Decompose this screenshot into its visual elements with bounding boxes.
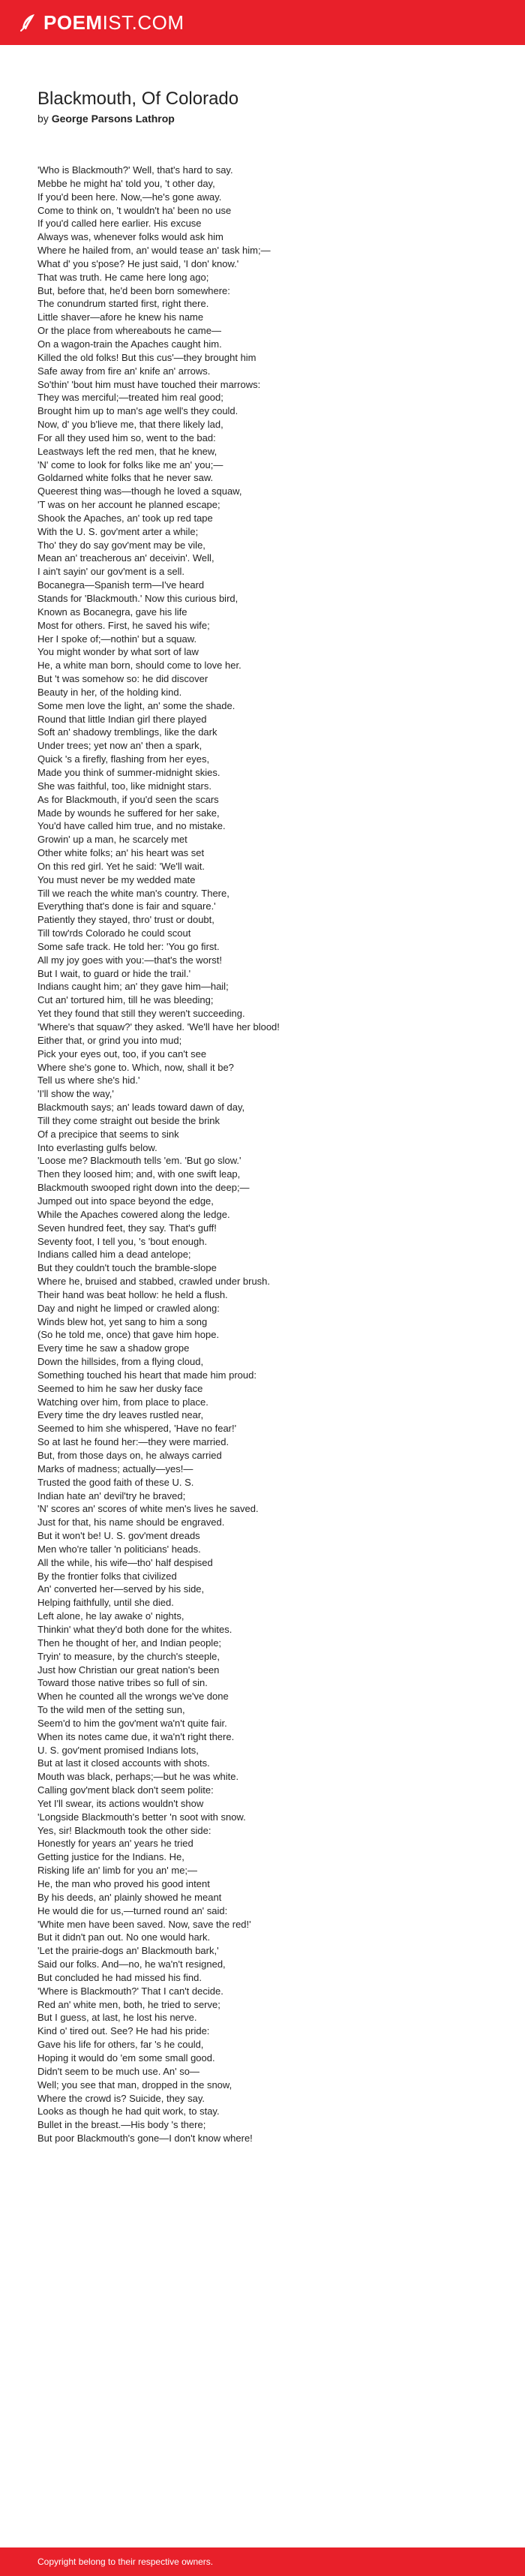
poem-line: Down the hillsides, from a flying cloud, <box>38 1356 204 1368</box>
poem-line: He, a white man born, should come to love her. <box>38 660 242 672</box>
poem-line: Seemed to him he saw her dusky face <box>38 1382 203 1394</box>
poem-line: 'White men have been saved. Now, save the red!' <box>38 1918 251 1930</box>
poem-line: Just for that, his name should be engraved. <box>38 1516 225 1528</box>
poem-line: That was truth. He came here long ago; <box>38 271 209 283</box>
poem-line: Everything that's done is fair and square.' <box>38 900 216 912</box>
poem-line: Seem'd to him the gov'ment wa'n't quite fair. <box>38 1717 227 1729</box>
poem-line: Cut an' tortured him, till he was bleeding; <box>38 994 214 1006</box>
poem-line: Quick 's a firefly, flashing from her eyes, <box>38 753 210 765</box>
poem-line: Tell us where she's hid.' <box>38 1075 140 1087</box>
poem-line: Gave his life for others, far 's he could, <box>38 2039 204 2051</box>
poem-line: Trusted the good faith of these U. S. <box>38 1476 194 1488</box>
poem-line: So at last he found her:—they were married. <box>38 1436 230 1448</box>
poem-line: Tho' they do say gov'ment may be vile, <box>38 539 206 551</box>
poem-line: Blackmouth says; an' leads toward dawn of day, <box>38 1102 245 1114</box>
poem-line: Made you think of summer-midnight skies. <box>38 766 220 778</box>
poem-line: 'Where's that squaw?' they asked. 'We'll have her blood! <box>38 1021 280 1033</box>
poem-line: Yes, sir! Blackmouth took the other side: <box>38 1824 212 1836</box>
poem-line: Where he hailed from, an' would tease an' task him;— <box>38 245 271 257</box>
poem-line: I ain't sayin' our gov'ment is a sell. <box>38 566 185 578</box>
poem-line: Of a precipice that seems to sink <box>38 1128 179 1140</box>
poem-line: Mouth was black, perhaps;—but he was white. <box>38 1771 239 1783</box>
copyright-text: Copyright belong to their respective owners. <box>38 2556 214 2567</box>
poem-line: Tryin' to measure, by the church's steeple, <box>38 1650 220 1662</box>
poem-line: As for Blackmouth, if you'd seen the scars <box>38 793 219 805</box>
poem-line: Come to think on, 't wouldn't ha' been no use <box>38 204 232 216</box>
poem-line: Left alone, he lay awake o' nights, <box>38 1610 184 1622</box>
poem-line: U. S. gov'ment promised Indians lots, <box>38 1744 199 1756</box>
poem-line: Soft an' shadowy tremblings, like the dark <box>38 726 218 738</box>
poem-line: Men who're taller 'n politicians' heads. <box>38 1543 201 1555</box>
poem-line: But it didn't pan out. No one would hark. <box>38 1931 211 1943</box>
logo-text-light: IST.COM <box>102 11 184 34</box>
poem-line: For all they used him so, went to the bad: <box>38 431 216 443</box>
poem-line: 'Let the prairie-dogs an' Blackmouth bark,' <box>38 1945 219 1957</box>
poem-line: Yet they found that still they weren't succeeding. <box>38 1008 245 1020</box>
poem-line: Shook the Apaches, an' took up red tape <box>38 512 213 524</box>
poem-body <box>38 164 502 2145</box>
poem-line: Pick your eyes out, too, if you can't see <box>38 1048 207 1060</box>
logo-text-bold: POEM <box>44 11 103 34</box>
poem-line: But, before that, he'd been born somewhere: <box>38 284 230 296</box>
poem-line: Well; you see that man, dropped in the snow, <box>38 2079 232 2091</box>
poem-line: But I wait, to guard or hide the trail.' <box>38 967 191 979</box>
poem-line: But concluded he had missed his find. <box>38 1971 202 1983</box>
poem-line: Thinkin' what they'd both done for the whites. <box>38 1623 232 1635</box>
poem-line: Then he thought of her, and Indian people; <box>38 1637 222 1649</box>
poem-line: So'thin' 'bout him must have touched their marrows: <box>38 378 261 390</box>
poem-line: He would die for us,—turned round an' said: <box>38 1904 228 1916</box>
poem-line: When he counted all the wrongs we've done <box>38 1691 229 1703</box>
poem-title: Blackmouth, Of Colorado <box>38 89 239 109</box>
poem-line: Till we reach the white man's country. There, <box>38 887 230 899</box>
poem-line: By his deeds, an' plainly showed he meant <box>38 1891 222 1903</box>
poem-line: But poor Blackmouth's gone—I don't know where! <box>38 2133 253 2145</box>
poem-line: Mean an' treacherous an' deceivin'. Well, <box>38 552 214 564</box>
poem-line: 'N' come to look for folks like me an' you;— <box>38 458 224 470</box>
poem-line: Day and night he limped or crawled along: <box>38 1302 220 1314</box>
poem-line: Till they come straight out beside the brink <box>38 1114 220 1126</box>
poem-line: Watching over him, from place to place. <box>38 1396 208 1408</box>
poem-line: Some safe track. He told her: 'You go first. <box>38 940 220 952</box>
poem-line: 'N' scores an' scores of white men's lives he saved. <box>38 1503 259 1515</box>
poem-line: Safe away from fire an' knife an' arrows. <box>38 365 211 377</box>
poem-line: Mebbe he might ha' told you, 't other day, <box>38 177 215 189</box>
poem-line: What d' you s'pose? He just said, 'I don' know.' <box>38 257 239 269</box>
poem-line: If you'd called here earlier. His excuse <box>38 218 202 230</box>
poem-line: Growin' up a man, he scarcely met <box>38 834 188 846</box>
poem-line: If you'd been here. Now,—he's gone away. <box>38 191 222 203</box>
poem-line: Always was, whenever folks would ask him <box>38 231 224 243</box>
poem-line: Helping faithfully, until she died. <box>38 1597 174 1609</box>
poem-line: 'Loose me? Blackmouth tells 'em. 'But go slow.' <box>38 1155 242 1167</box>
poem-line: Made by wounds he suffered for her sake, <box>38 807 220 819</box>
poem-line: Patiently they stayed, thro' trust or doubt, <box>38 914 214 926</box>
poem-line: 'I'll show the way,' <box>38 1088 114 1100</box>
poem-line: Known as Bocanegra, gave his life <box>38 606 188 618</box>
poem-line: Marks of madness; actually—yes!— <box>38 1462 194 1474</box>
poem-line: The conundrum started first, right there. <box>38 298 209 310</box>
poem-line: Leastways left the red men, that he knew, <box>38 445 218 457</box>
poem-line: When its notes came due, it wa'n't right there. <box>38 1730 235 1742</box>
poem-line: But 't was somehow so: he did discover <box>38 673 208 685</box>
poem-line: Beauty in her, of the holding kind. <box>38 686 182 698</box>
poem-line: He, the man who proved his good intent <box>38 1878 210 1889</box>
poem-line: She was faithful, too, like midnight stars. <box>38 780 212 792</box>
poem-line: Bullet in the breast.—His body 's there; <box>38 2119 206 2131</box>
poem-line: Either that, or grind you into mud; <box>38 1034 182 1046</box>
poem-line: On a wagon-train the Apaches caught him. <box>38 338 222 350</box>
poem-line: Into everlasting gulfs below. <box>38 1141 158 1153</box>
poem-line: Kind o' tired out. See? He had his pride: <box>38 2025 210 2037</box>
poem-line: But I guess, at last, he lost his nerve. <box>38 2012 197 2024</box>
poem-line: Goldarned white folks that he never saw. <box>38 472 214 484</box>
by-label: by <box>38 113 49 125</box>
poem-line: 'T was on her account he planned escape; <box>38 499 220 511</box>
poem-line: Every time the dry leaves rustled near, <box>38 1409 204 1421</box>
site-header <box>0 0 525 45</box>
poem-line: Seventy foot, I tell you, 's 'bout enough. <box>38 1235 208 1247</box>
poem-line: Their hand was beat hollow: he held a flush. <box>38 1288 228 1300</box>
poem-line: Red an' white men, both, he tried to serve; <box>38 1998 220 2010</box>
poem-line: On this red girl. Yet he said: 'We'll wait. <box>38 860 205 872</box>
poem-line: Hoping it would do 'em some small good. <box>38 2051 215 2064</box>
poem-line: With the U. S. gov'ment arter a while; <box>38 525 199 537</box>
poem-line: Then they loosed him; and, with one swift leap, <box>38 1168 241 1180</box>
poem-line: Didn't seem to be much use. An' so— <box>38 2065 200 2077</box>
poem-line: But at last it closed accounts with shots. <box>38 1757 210 1769</box>
poem-line: Honestly for years an' years he tried <box>38 1838 194 1850</box>
site-logo[interactable] <box>18 11 184 35</box>
poem-line: Now, d' you b'lieve me, that there likely lad, <box>38 419 224 431</box>
poem-line: Round that little Indian girl there played <box>38 713 207 725</box>
poem-line: 'Where is Blackmouth?' That I can't decide. <box>38 1985 224 1997</box>
poem-line: Indians caught him; an' they gave him—hail; <box>38 981 229 993</box>
poem-line: Looks as though he had quit work, to stay. <box>38 2106 220 2118</box>
poem-line: Queerest thing was—though he loved a squaw, <box>38 485 242 497</box>
poem-line: Killed the old folks! But this cus'—they brought him <box>38 351 256 363</box>
poem-line: Stands for 'Blackmouth.' Now this curious bird, <box>38 593 238 604</box>
poem-line: Winds blew hot, yet sang to him a song <box>38 1315 208 1327</box>
poem-line: To the wild men of the setting sun, <box>38 1704 185 1716</box>
poem-line: Said our folks. And—no, he wa'n't resigned, <box>38 1958 226 1970</box>
poem-line: Jumped out into space beyond the edge, <box>38 1195 214 1207</box>
poem-line: Till tow'rds Colorado he could scout <box>38 927 191 939</box>
poem-line: 'Who is Blackmouth?' Well, that's hard to say. <box>38 164 233 176</box>
poem-line: Most for others. First, he saved his wife; <box>38 619 210 631</box>
author-link[interactable]: George Parsons Lathrop <box>51 113 175 125</box>
poem-line: An' converted her—served by his side, <box>38 1583 205 1595</box>
poem-line: Calling gov'ment black don't seem polite: <box>38 1784 214 1796</box>
poem-line: Seemed to him she whispered, 'Have no fear!' <box>38 1423 237 1435</box>
poem-line: Where he, bruised and stabbed, crawled under brush. <box>38 1276 271 1288</box>
poem-line: Risking life an' limb for you an' me;— <box>38 1865 198 1877</box>
poem-line: Getting justice for the Indians. He, <box>38 1851 184 1863</box>
poem-line: Other white folks; an' his heart was set <box>38 847 205 859</box>
poem-line: You must never be my wedded mate <box>38 873 196 885</box>
poem-line: Little shaver—afore he knew his name <box>38 311 204 323</box>
poem-line: Some men love the light, an' some the shade. <box>38 699 236 711</box>
poem-line: All my joy goes with you:—that's the worst! <box>38 954 222 966</box>
poem-line: Blackmouth swooped right down into the deep;— <box>38 1182 250 1194</box>
poem-line: Yet I'll swear, its actions wouldn't show <box>38 1797 204 1809</box>
poem-line: Or the place from whereabouts he came— <box>38 325 221 337</box>
poem-line: But, from those days on, he always carried <box>38 1450 222 1461</box>
poem-line: Indian hate an' devil'try he braved; <box>38 1489 186 1501</box>
poem-line: Every time he saw a shadow grope <box>38 1342 190 1354</box>
poem-line: Bocanegra—Spanish term—I've heard <box>38 579 205 591</box>
poem-line: Seven hundred feet, they say. That's guff! <box>38 1222 217 1234</box>
poem-line: You'd have called him true, and no mistake. <box>38 820 226 832</box>
poem-line: But it won't be! U. S. gov'ment dreads <box>38 1530 200 1542</box>
poem-line: Under trees; yet now an' then a spark, <box>38 740 202 752</box>
poem-line: Just how Christian our great nation's been <box>38 1664 220 1676</box>
poem-line: Brought him up to man's age well's they could. <box>38 405 238 417</box>
poem-line: They was merciful;—treated him real good; <box>38 392 224 404</box>
poem-line: Where the crowd is? Suicide, they say. <box>38 2092 206 2104</box>
poem-line: You might wonder by what sort of law <box>38 646 199 658</box>
poem-line: 'Longside Blackmouth's better 'n soot with snow. <box>38 1811 246 1823</box>
site-footer <box>0 2547 525 2576</box>
poem-line: But they couldn't touch the bramble-slope <box>38 1262 217 1274</box>
feather-quill-icon <box>18 12 39 33</box>
poem-line: Toward those native tribes so full of sin. <box>38 1677 208 1689</box>
poem-line: By the frontier folks that civilized <box>38 1570 177 1582</box>
poem-line: All the while, his wife—tho' half despised <box>38 1556 213 1568</box>
poem-line: Her I spoke of;—nothin' but a squaw. <box>38 633 197 645</box>
poem-line: While the Apaches cowered along the ledge. <box>38 1208 230 1220</box>
poem-byline <box>38 113 175 125</box>
poem-line: Something touched his heart that made him proud: <box>38 1369 256 1381</box>
poem-line: (So he told me, once) that gave him hope. <box>38 1329 220 1341</box>
poem-line: Where she's gone to. Which, now, shall it be? <box>38 1061 234 1073</box>
poem-line: Indians called him a dead antelope; <box>38 1249 191 1261</box>
